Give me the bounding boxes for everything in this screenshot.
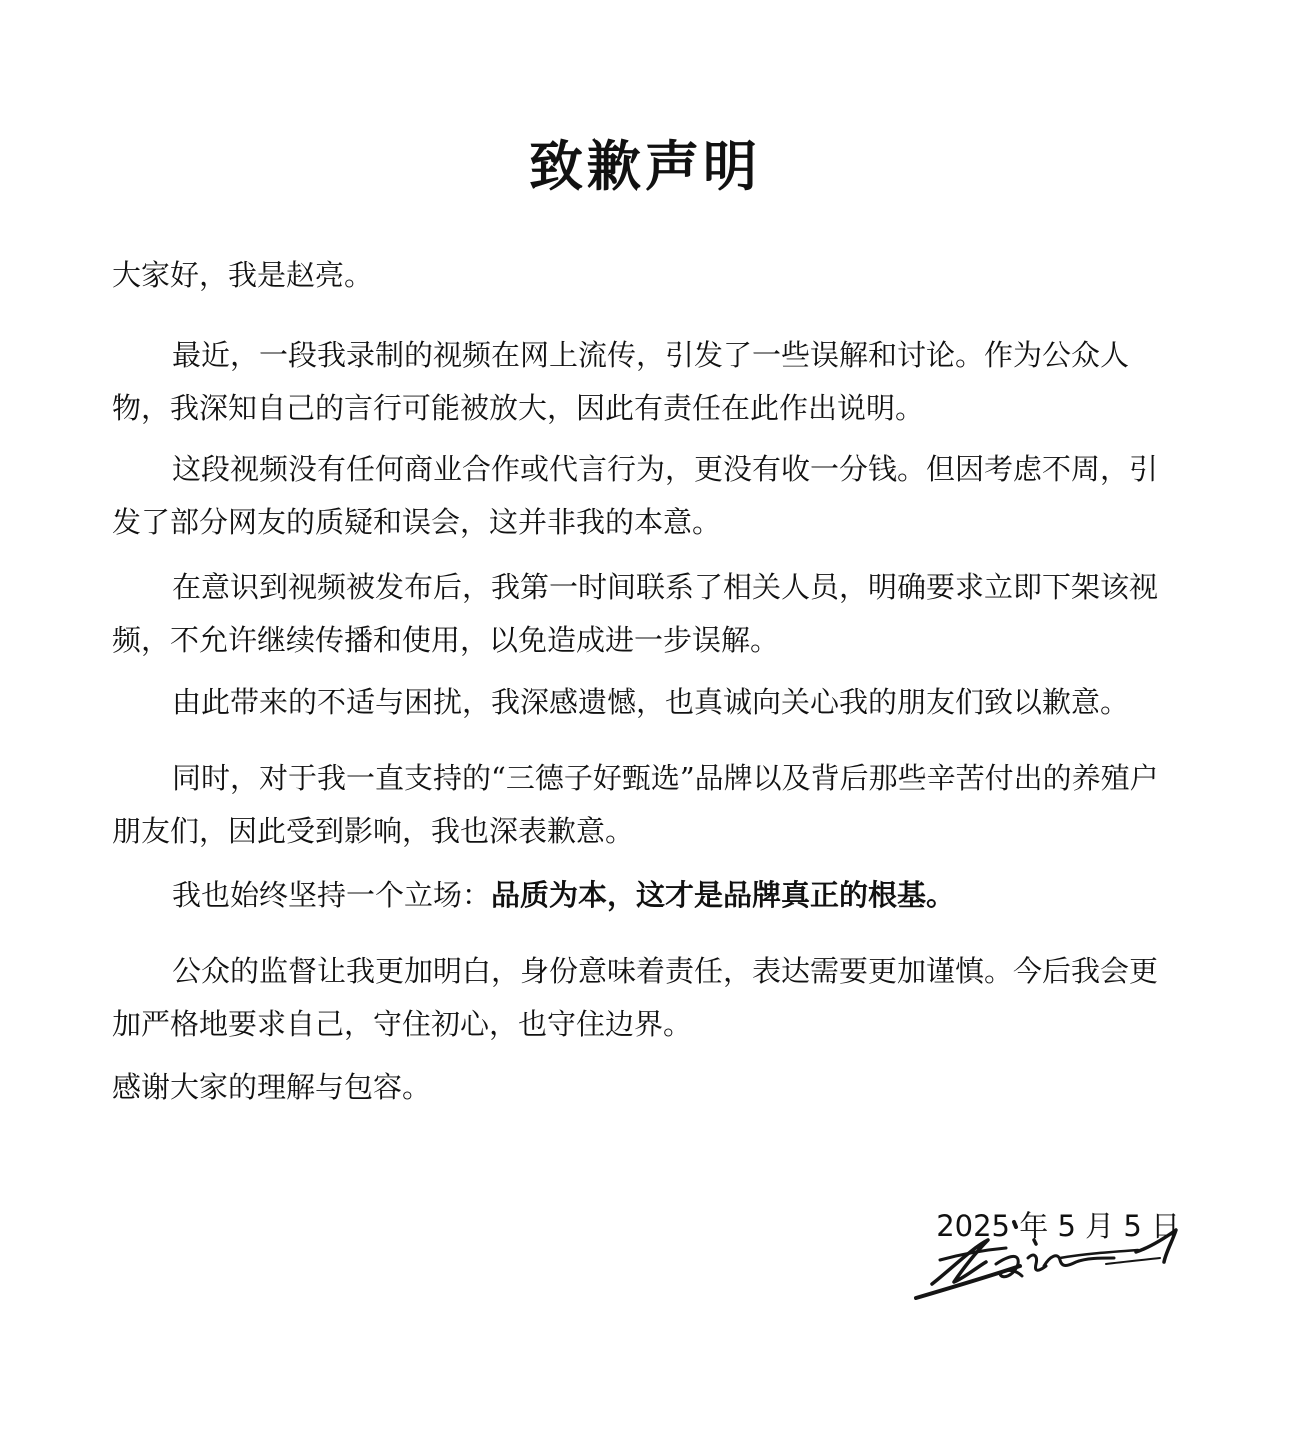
paragraph-1: 最近，一段我录制的视频在网上流传，引发了一些误解和讨论。作为公众人物，我深知自己的言行可能被放大，因此有责任在此作出说明。 bbox=[112, 338, 1130, 425]
paragraph-last: 公众的监督让我更加明白，身份意味着责任，表达需要更加谨慎。今后我会更加严格地要求自己，守住初心，也守住边界。 bbox=[112, 954, 1159, 1041]
paragraph-3: 在意识到视频被发布后，我第一时间联系了相关人员，明确要求立即下架该视频，不允许继续传播和使用，以免造成进一步误解。 bbox=[112, 570, 1159, 657]
paragraph-4: 由此带来的不适与困扰，我深感遗憾，也真诚向关心我的朋友们致以歉意。 bbox=[172, 685, 1130, 719]
stance-paragraph bbox=[112, 869, 1184, 922]
statement-date: 2025 年 5 月 5 日 bbox=[936, 1209, 1180, 1243]
paragraph-2: 这段视频没有任何商业合作或代言行为，更没有收一分钱。但因考虑不周，引发了部分网友的质疑和误会，这并非我的本意。 bbox=[112, 452, 1159, 539]
stance-prefix: 我也始终坚持一个立场： bbox=[172, 878, 492, 912]
document-title: 致歉声明 bbox=[529, 134, 761, 198]
greeting-line: 大家好，我是赵亮。 bbox=[112, 258, 374, 292]
paragraph-5: 同时，对于我一直支持的“三德子好甄选”品牌以及背后那些辛苦付出的养殖户朋友们，因此受到影响，我也深表歉意。 bbox=[112, 761, 1159, 848]
stance-bold-text: 品质为本，这才是品牌真正的根基。 bbox=[491, 878, 956, 912]
thanks-line: 感谢大家的理解与包容。 bbox=[112, 1070, 432, 1104]
